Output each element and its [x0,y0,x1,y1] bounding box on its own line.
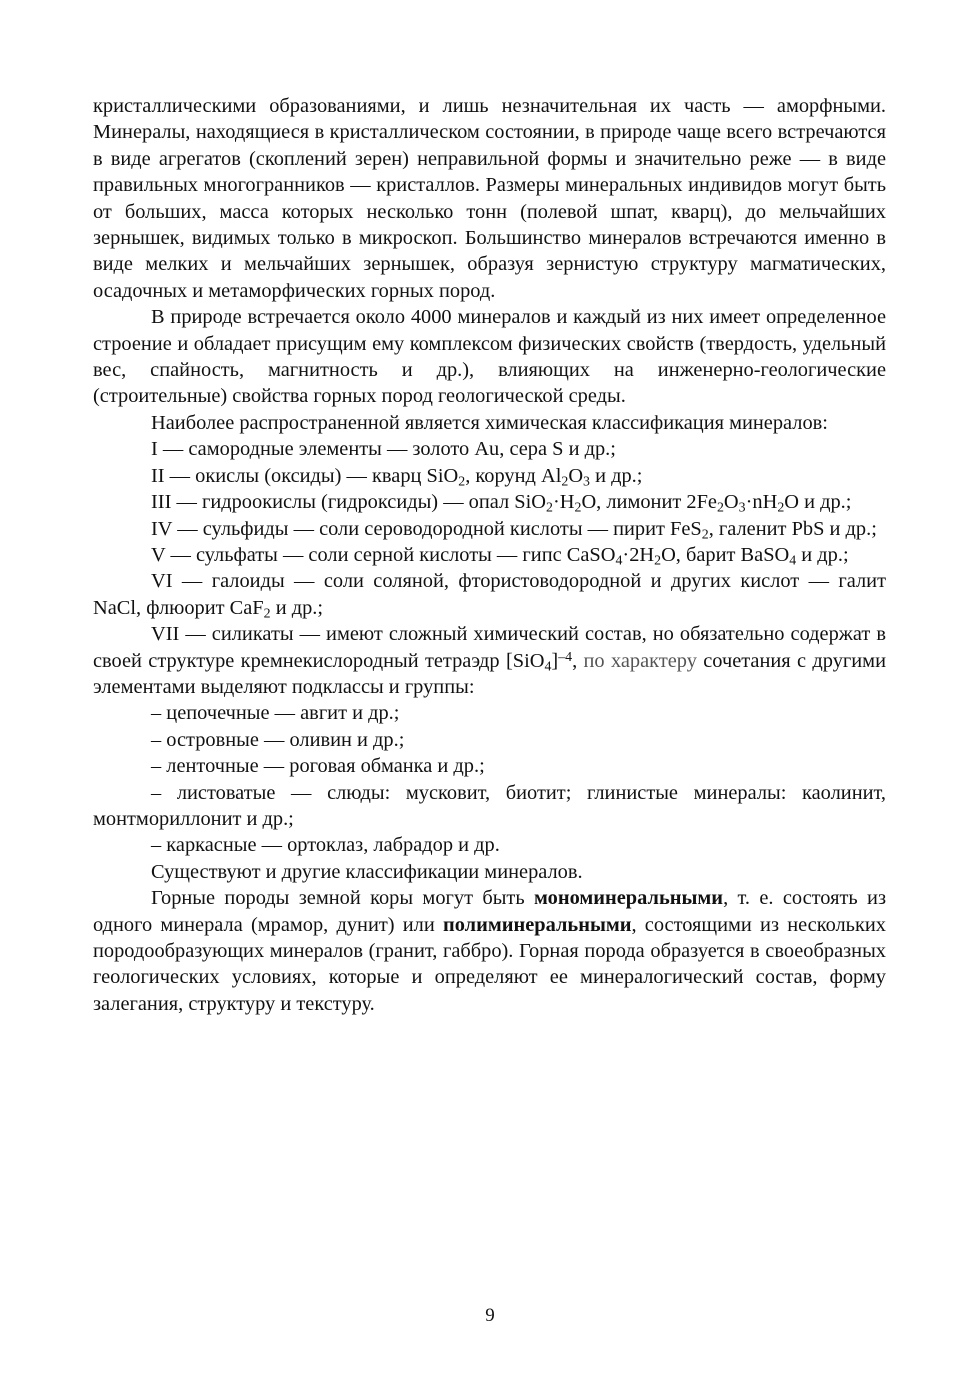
term-polymineral: полиминеральными [442,913,632,936]
class-4-sulfides: IV — сульфиды — соли сероводородной кислоты — пирит FeS$_2$, галенит PbS и др.; [151,517,877,542]
paragraph-mineral-count: В природе встречается около 4000 минералов и каждый из них имеет определенное строение и обладает присущим ему комплексом физических свойств (твердость, удельный вес, спайность, магнитность и др.), влияющих на инженерно-геологические (строительные) свойства горных пород геологической среды. [93,306,886,408]
term-monomineral: мономинеральными [534,887,724,910]
class-7-silicates: VII — силикаты — имеют сложный химический состав, но обязательно содержат в своей структуре кремнекислородный тетраэдр $[SiO_4]^{-4}$, по характеру сочетания с другими элементами выделяют подклассы и группы: [93,623,886,698]
paragraph-rock-composition: Горные породы земной коры могут быть мономинеральными, т. е. состоять из одного минерала (мрамор, дунит) или полиминеральными, состоящими из нескольких породообразующих минералов (гранит, габбро). Горная порода образуется в своеобразных геологических условиях, которые и определяют ее минералогический состав, форму залегания, структуру и текстуру. [93,887,887,1015]
paragraph-classification-intro: Наиболее распространенной является химическая классификация минералов: [151,411,828,434]
class-2-oxides: II — окислы (оксиды) — кварц SiO$_2$, корунд $Al_2O_3$ и др.; [151,464,643,490]
class-1-native-elements: I — самородные элементы — золото Au, сера S и др.; [151,438,616,461]
body-text [93,93,886,1017]
silicate-subclass-item: – ленточные — роговая обманка и др.; [151,755,485,778]
paragraph-other-classifications: Существуют и другие классификации минералов. [151,860,583,883]
silicate-subclass-item: – каркасные — ортоклаз, лабрадор и др. [151,834,500,857]
class-3-hydroxides: III — гидроокислы (гидроксиды) — опал $SiO_2\cdot H_2O$, лимонит $2Fe_2O_3\cdot nH_2O$ и др.; [151,491,852,516]
class-6-halides: VI — галоиды — соли соляной, фтористоводородной и других кислот — галит NaCl, флюорит CaF$_2$ и др.; [93,570,886,622]
silicate-subclass-item: – цепочечные — авгит и др.; [151,702,400,725]
silicate-subclass-item: – листоватые — слюды: мусковит, биотит; глинистые минералы: каолинит, монтмориллонит и др.; [93,781,886,830]
paragraph-crystal-forms: кристаллическими образованиями, и лишь незначительная их часть — аморфными. Минералы, находящиеся в кристаллическом состоянии, в природе чаще всего встречаются в виде агрегатов (скоплений зерен) неправильной формы и значительно реже — в виде правильных многогранников — кристаллов. Размеры минеральных индивидов могут быть от больших, масса которых несколько тонн (полевой шпат, кварц), до мельчайших зернышек, видимых только в микроскоп. Большинство минералов встречаются именно в виде мелких и мельчайших зернышек, образуя зернистую структуру магматических, осадочных и метаморфических горных пород. [93,95,886,302]
class-5-sulfates: V — сульфаты — соли серной кислоты — гипс $CaSO_4\cdot 2H_2O$, барит BaSO$_4$ и др.; [151,543,849,569]
silicate-subclass-item: – островные — оливин и др.; [151,728,405,751]
page-number: 9 [485,1305,495,1326]
